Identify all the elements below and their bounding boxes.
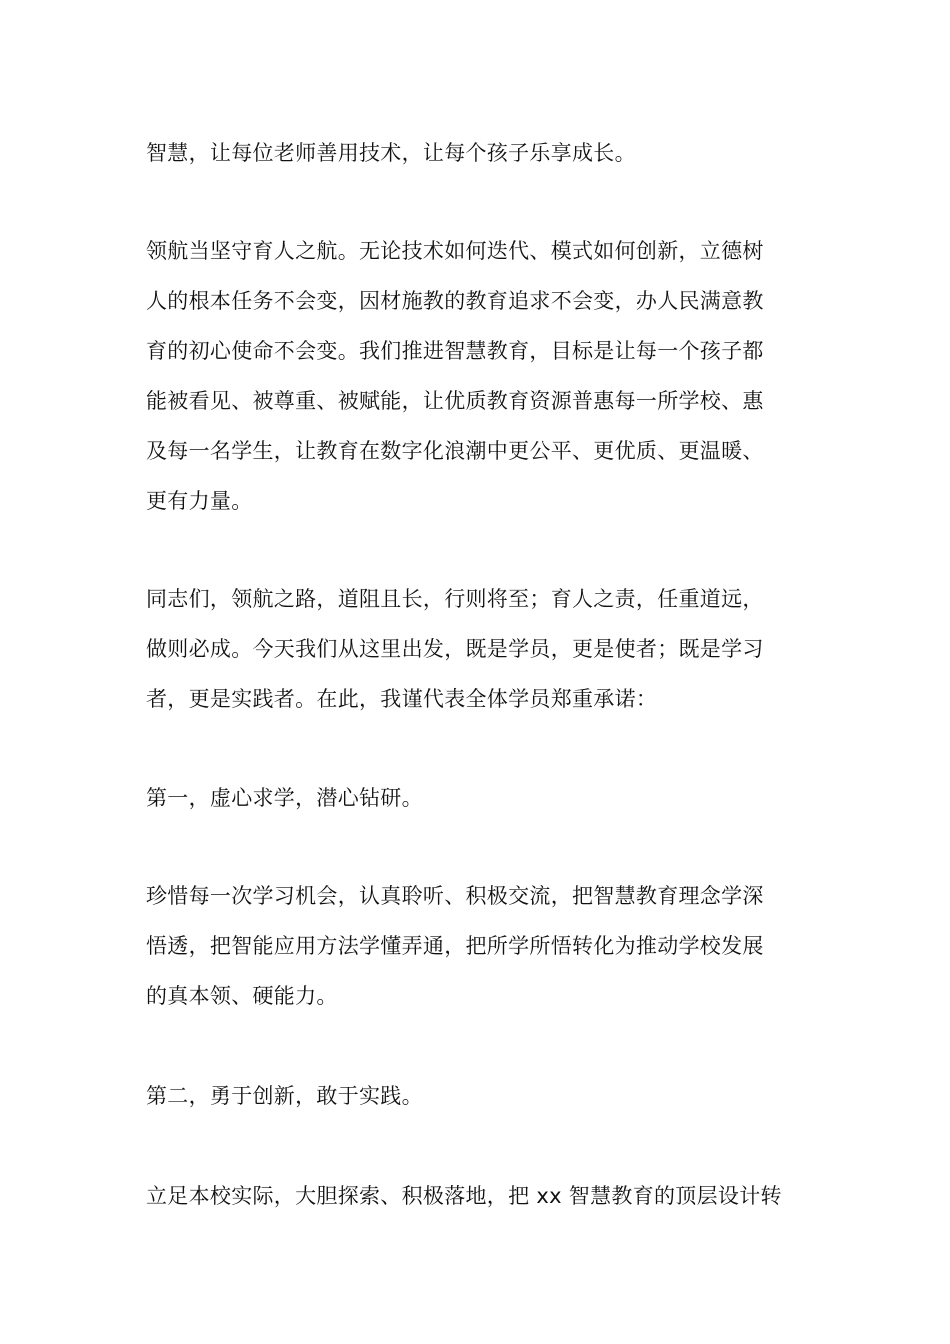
paragraph-2 [146, 226, 808, 526]
text-line: 珍惜每一次学习机会，认真聆听、积极交流，把智慧教育理念学深 [146, 884, 764, 908]
text-line: 及每一名学生，让教育在数字化浪潮中更公平、更优质、更温暖、 [146, 439, 764, 463]
text-line: 能被看见、被尊重、被赋能，让优质教育资源普惠每一所学校、惠 [146, 389, 764, 413]
text-line: 育的初心使命不会变。我们推进智慧教育，目标是让每一个孩子都 [146, 339, 764, 363]
paragraph-3 [146, 574, 808, 724]
section-heading-2 [146, 1071, 808, 1121]
text-line: 立足本校实际，大胆探索、积极落地，把 xx 智慧教育的顶层设计转 [146, 1184, 782, 1208]
text-line: 人的根本任务不会变，因材施教的教育追求不会变，办人民满意教 [146, 289, 764, 313]
text-line: 同志们，领航之路，道阻且长，行则将至；育人之责，任重道远， [146, 587, 764, 611]
text-line: 第一，虚心求学，潜心钻研。 [146, 786, 423, 810]
text-line: 更有力量。 [146, 489, 253, 513]
text-line: 的真本领、硬能力。 [146, 984, 338, 1008]
text-line: 做则必成。今天我们从这里出发，既是学员，更是使者；既是学习 [146, 637, 764, 661]
text-line: 智慧，让每位老师善用技术，让每个孩子乐享成长。 [146, 141, 636, 165]
paragraph-1 [146, 128, 808, 178]
paragraph-5 [146, 1171, 808, 1221]
text-line: 者，更是实践者。在此，我谨代表全体学员郑重承诺： [146, 687, 658, 711]
text-line: 第二，勇于创新，敢于实践。 [146, 1084, 423, 1108]
section-heading-1 [146, 773, 808, 823]
paragraph-4 [146, 871, 808, 1021]
text-line: 悟透，把智能应用方法学懂弄通，把所学所悟转化为推动学校发展 [146, 934, 764, 958]
text-line: 领航当坚守育人之航。无论技术如何迭代、模式如何创新，立德树 [146, 239, 764, 263]
